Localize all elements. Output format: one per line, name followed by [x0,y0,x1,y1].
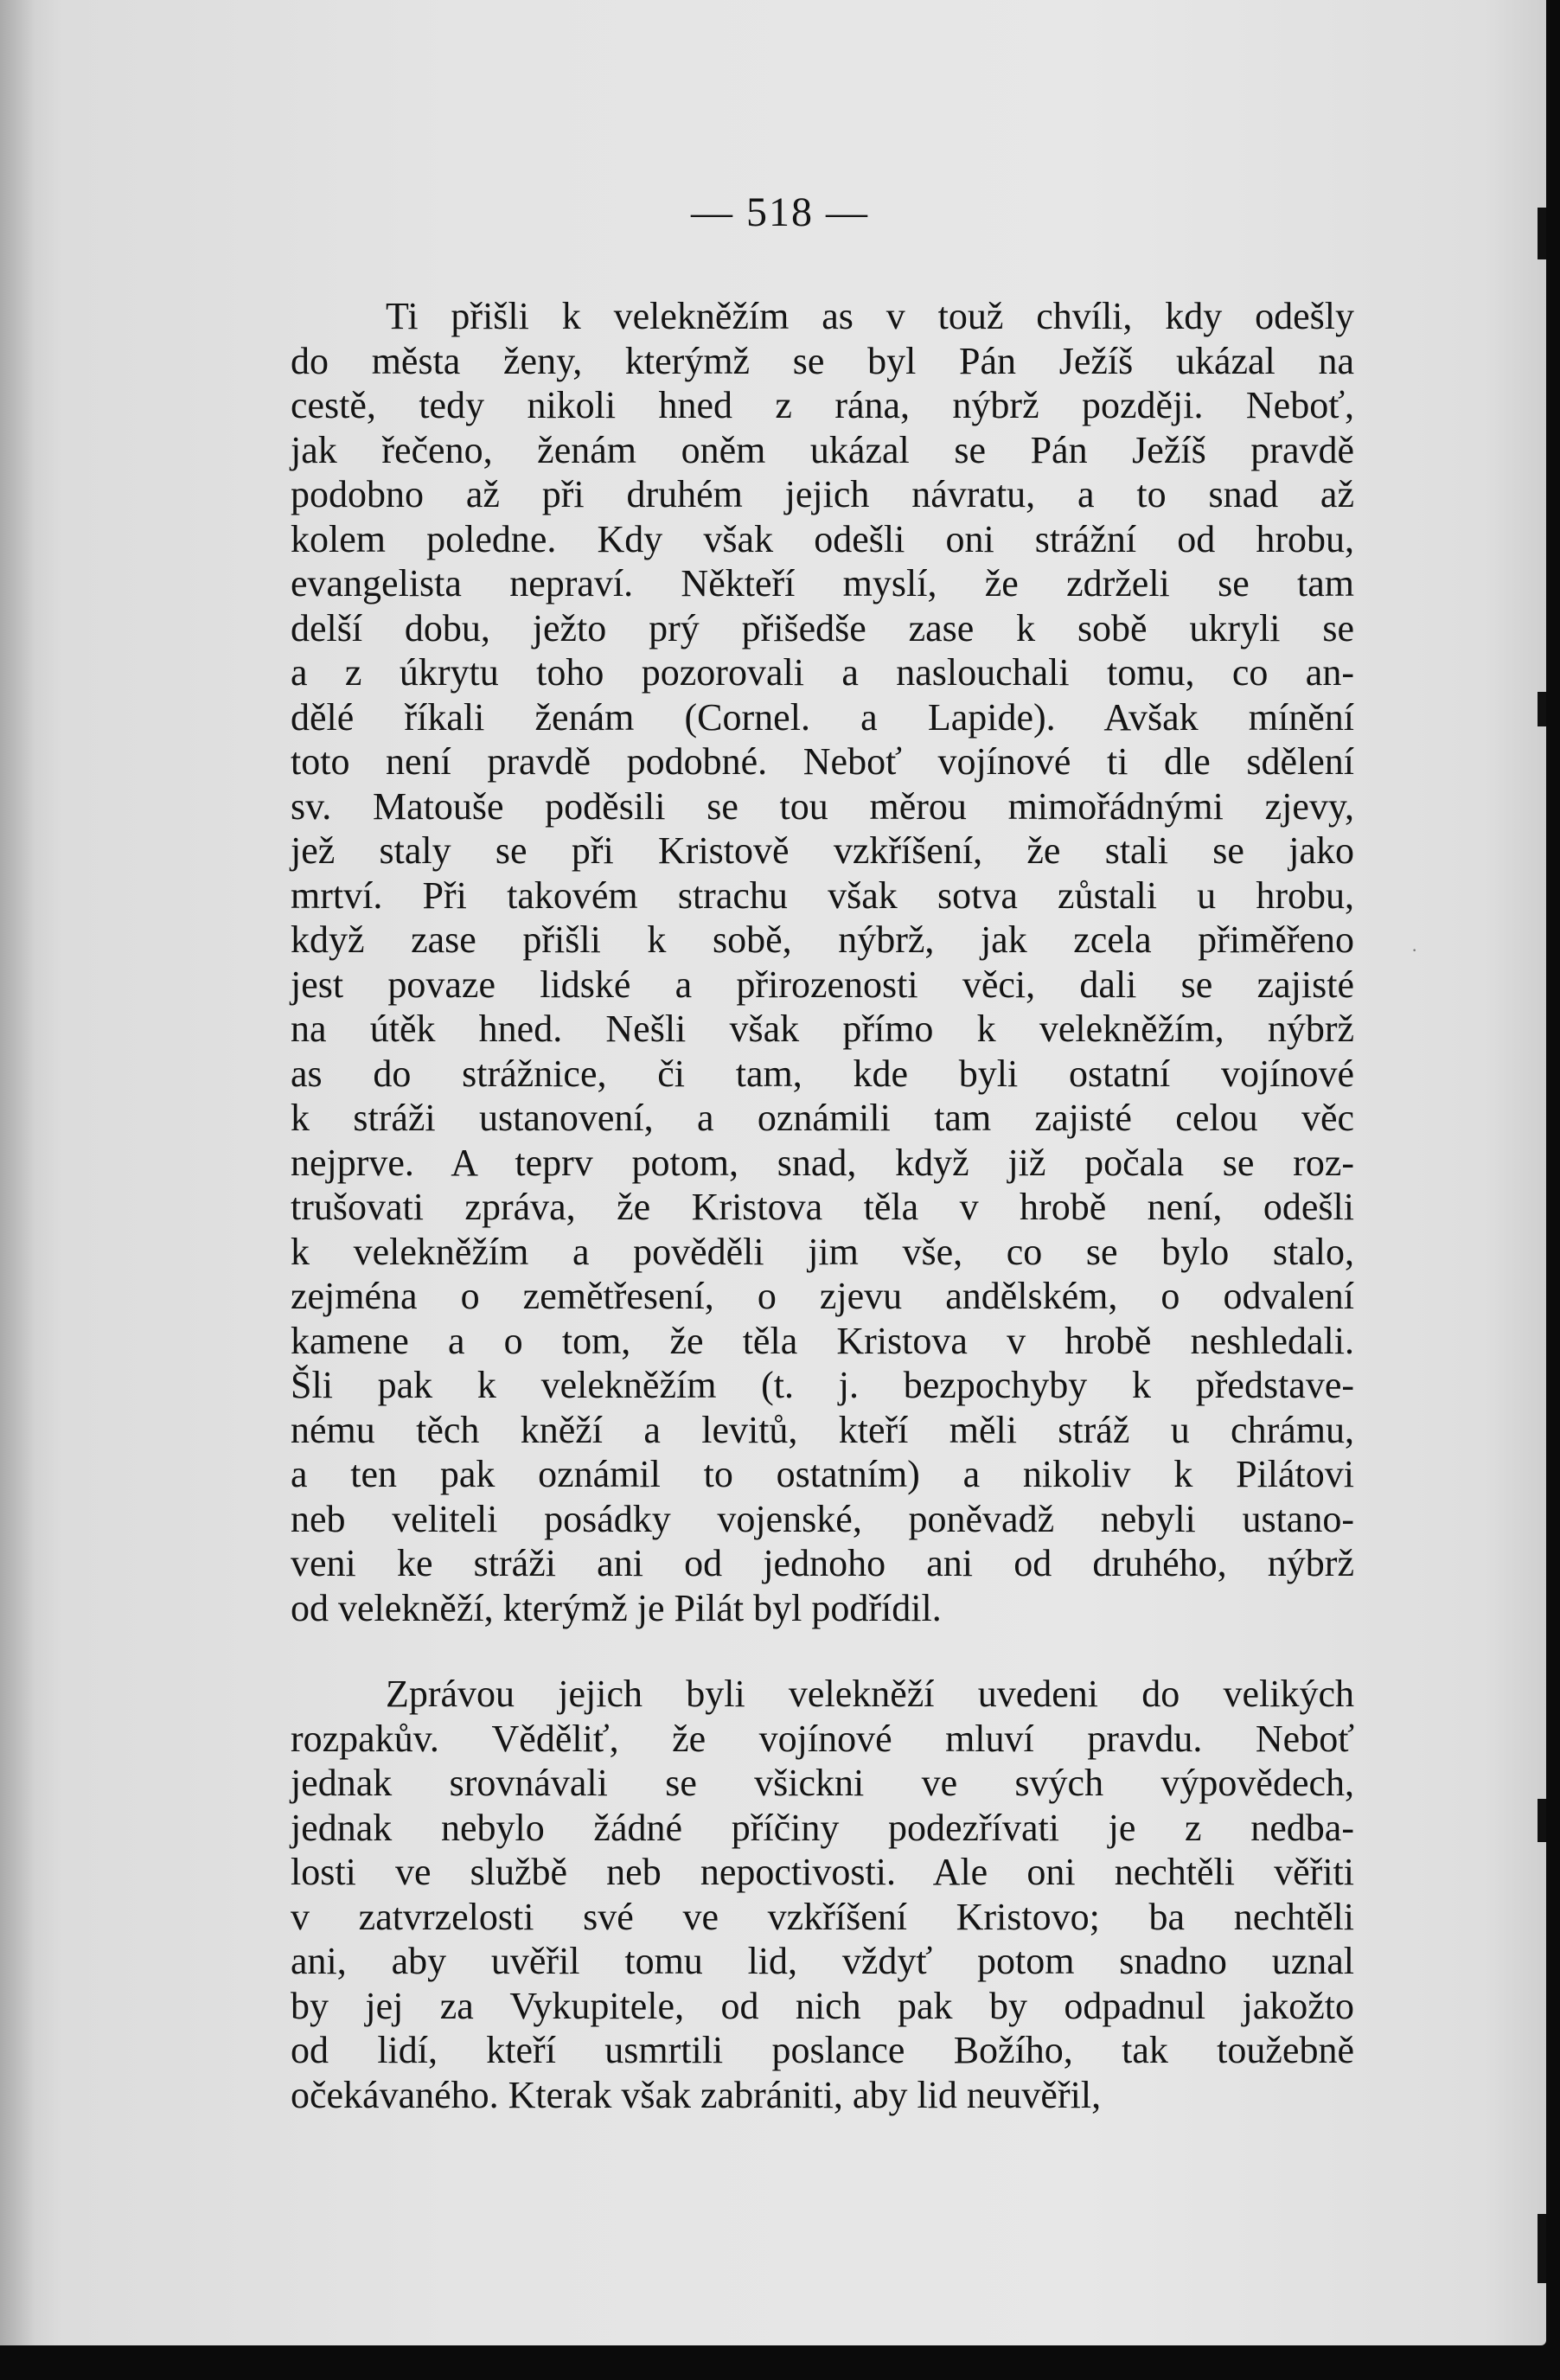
text-line: očekávaného. Kterak však zabrániti, aby lid neuvěřil, [291,2073,1102,2116]
text-line: nému těch kněží a levitů, kteří měli stráž u chrámu, [291,1408,1354,1451]
text-line: podobno až při druhém jejich návratu, a to snad až [291,473,1354,515]
paragraph-2 [291,1672,1354,2117]
text-line: od velekněží, kterýmž je Pilát byl podřídil. [291,1586,942,1629]
text-line: mrtví. Při takovém strachu však sotva zůstali u hrobu, [291,873,1354,917]
text-line: k velekněžím a pověděli jim vše, co se bylo stalo, [291,1230,1354,1273]
text-line: v zatvrzelosti své ve vzkříšení Kristovo; ba nechtěli [291,1895,1354,1938]
text-line: evangelista nepraví. Někteří myslí, že zdrželi se tam [291,562,1354,605]
text-line: Ti přišli k velekněžím as v touž chvíli, kdy odešly [386,295,1354,337]
text-line: neb veliteli posádky vojenské, poněvadž nebyli ustano- [291,1497,1354,1540]
text-line: delší dobu, ježto prý přišedše zase k sobě ukryli se [291,606,1354,649]
text-line: zejména o zemětřesení, o zjevu andělském, o odvalení [291,1275,1354,1317]
text-line: kolem poledne. Kdy však odešli oni strážní od hrobu, [291,517,1354,560]
text-line: do města ženy, kterýmž se byl Pán Ježíš ukázal na [291,339,1354,382]
text-line: k stráži ustanovení, a oznámili tam zajisté celou věc [291,1097,1354,1139]
text-line: jež staly se při Kristově vzkříšení, že stali se jako [291,829,1354,872]
text-line: a z úkrytu toho pozorovali a naslouchali tomu, co an- [291,651,1354,694]
text-line: by jej za Vykupitele, od nich pak by odpadnul jakožto [291,1984,1354,2027]
edge-mark [1538,2214,1546,2283]
text-line: Šli pak k velekněžím (t. j. bezpochyby k představe- [291,1364,1354,1406]
text-line: losti ve službě neb nepoctivosti. Ale oni nechtěli věřiti [291,1851,1354,1893]
edge-mark [1538,1799,1546,1842]
scan-edge [1546,0,1560,2380]
text-line: kamene a o tom, že těla Kristova v hrobě neshledali. [291,1319,1354,1362]
text-line: nejprve. A teprv potom, snad, když již počala se roz- [291,1141,1354,1184]
edge-mark [1538,208,1546,259]
text-line: jak řečeno, ženám oněm ukázal se Pán Ježíš pravdě [291,428,1354,471]
text-line: dělé říkali ženám (Cornel. a Lapide). Avšak mínění [291,695,1354,739]
paragraph-1 [291,294,1354,1630]
text-line: ani, aby uvěřil tomu lid, vždyť potom snadno uznal [291,1940,1354,1982]
body-text [291,294,1354,2117]
edge-mark [1538,692,1546,726]
text-line: as do strážnice, či tam, kde byli ostatní vojínové [291,1052,1354,1095]
page-gutter-shadow [0,0,35,2345]
text-line: veni ke stráži ani od jednoho ani od druhého, nýbrž [291,1542,1354,1584]
text-line: trušovati zpráva, že Kristova těla v hrobě není, odešli [291,1186,1354,1228]
text-line: cestě, tedy nikoli hned z rána, nýbrž později. Neboť, [291,384,1354,426]
page-number: — 518 — [691,189,869,235]
text-line: Zprávou jejich byli velekněží uvedeni do velikých [386,1673,1354,1715]
text-line: a ten pak oznámil to ostatním) a nikoliv k Pilátovi [291,1453,1354,1495]
text-line: sv. Matouše poděsili se tou měrou mimořádnými zjevy, [291,784,1354,828]
margin-speck: · [1411,939,1418,961]
text-line: jednak nebylo žádné příčiny podezřívati je z nedba- [291,1806,1354,1849]
text-line: jest povaze lidské a přirozenosti věci, dali se zajisté [291,963,1354,1006]
text-line: jednak srovnávali se všickni ve svých výpovědech, [291,1762,1354,1804]
text-line: když zase přišli k sobě, nýbrž, jak zcela přiměřeno [291,918,1354,961]
text-line: od lidí, kteří usmrtili poslance Božího, tak toužebně [291,2029,1354,2071]
text-line: toto není pravdě podobné. Neboť vojínové ti dle sdělení [291,740,1354,783]
text-line: na útěk hned. Nešli však přímo k velekněžím, nýbrž [291,1008,1354,1050]
text-line: rozpakův. Věděliť, že vojínové mluví pravdu. Neboť [291,1717,1354,1760]
